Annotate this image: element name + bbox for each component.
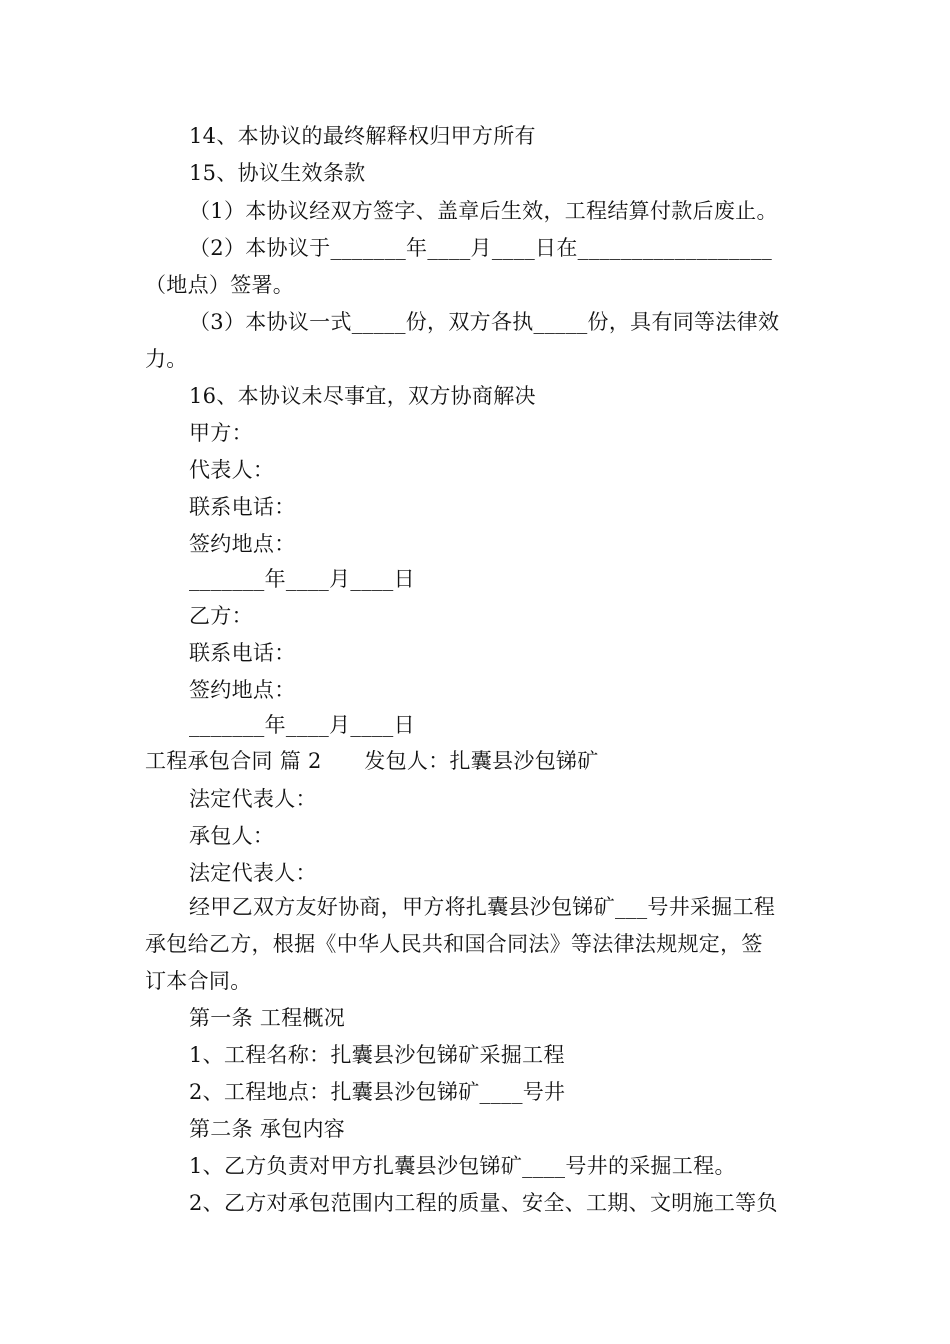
party-b-date: _______年____月____日 — [189, 713, 415, 737]
party-a-location-label: 签约地点： — [189, 532, 296, 556]
party-a-date: _______年____月____日 — [189, 567, 415, 591]
party-b-location-label: 签约地点： — [189, 678, 296, 702]
clause-15-item-3-cont: 力。 — [145, 347, 188, 371]
preamble-line-2: 承包给乙方，根据《中华人民共和国合同法》等法律法规规定，签 — [145, 932, 763, 956]
clause-15-item-1: （1）本协议经双方签字、盖章后生效，工程结算付款后废止。 — [189, 199, 778, 223]
preamble-line-1: 经甲乙双方友好协商，甲方将扎囊县沙包锑矿___号井采掘工程 — [189, 895, 776, 919]
employer-legal-rep-label: 法定代表人： — [189, 787, 317, 811]
contract-2-heading: 工程承包合同 篇 2 发包人：扎囊县沙包锑矿 — [145, 749, 599, 773]
representative-label: 代表人： — [189, 458, 275, 482]
contractor-legal-rep-label: 法定代表人： — [189, 861, 317, 885]
article-2-heading: 第二条 承包内容 — [189, 1117, 346, 1141]
article-1-heading: 第一条 工程概况 — [189, 1006, 346, 1030]
party-b-phone-label: 联系电话： — [189, 641, 296, 665]
article-2-item-2: 2、乙方对承包范围内工程的质量、安全、工期、文明施工等负 — [189, 1191, 778, 1215]
clause-14: 14、本协议的最终解释权归甲方所有 — [189, 124, 536, 148]
party-b-label: 乙方： — [189, 604, 253, 628]
article-2-item-1: 1、乙方负责对甲方扎囊县沙包锑矿____号井的采掘工程。 — [189, 1154, 736, 1178]
clause-16: 16、本协议未尽事宜，双方协商解决 — [189, 384, 536, 408]
clause-15-item-2: （2）本协议于_______年____月____日在__________________ — [189, 236, 773, 260]
party-a-label: 甲方： — [189, 421, 253, 445]
contractor-label: 承包人： — [189, 824, 275, 848]
clause-15-heading: 15、协议生效条款 — [189, 161, 366, 185]
clause-15-item-2-cont: （地点）签署。 — [145, 273, 295, 297]
article-1-item-1: 1、工程名称：扎囊县沙包锑矿采掘工程 — [189, 1043, 565, 1067]
party-a-phone-label: 联系电话： — [189, 495, 296, 519]
article-1-item-2: 2、工程地点：扎囊县沙包锑矿____号井 — [189, 1080, 566, 1104]
preamble-line-3: 订本合同。 — [145, 969, 252, 993]
clause-15-item-3: （3）本协议一式_____份，双方各执_____份，具有同等法律效 — [189, 310, 780, 334]
